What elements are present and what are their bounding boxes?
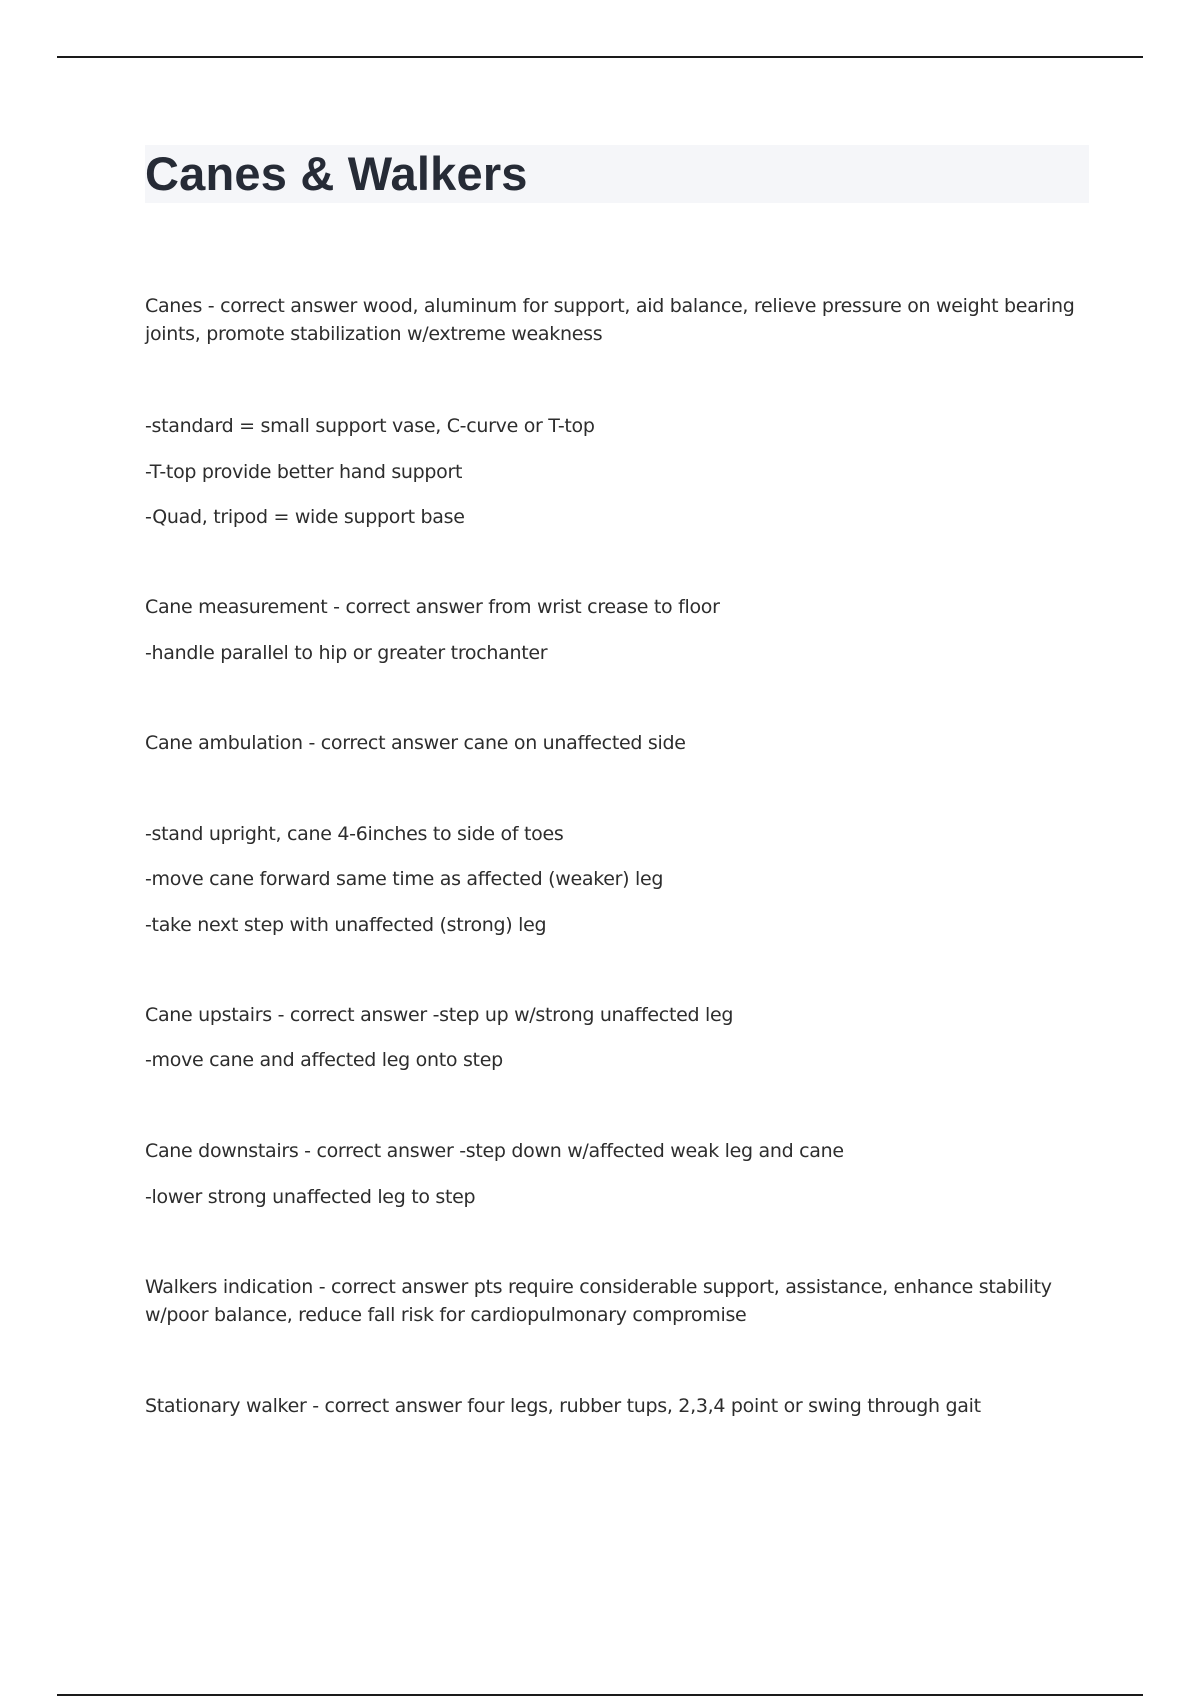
entry-canes: Canes - correct answer wood, aluminum for support, aid balance, relieve pressure on weight bearing joints, promote stabilization w/extreme weakness: [145, 295, 1075, 345]
page-title: Canes & Walkers: [145, 147, 528, 200]
entry-stationary-walker: Stationary walker - correct answer four legs, rubber tups, 2,3,4 point or swing through gait: [145, 1395, 981, 1417]
entry-walkers-indication: Walkers indication - correct answer pts require considerable support, assistance, enhance stability w/poor balance, reduce fall risk for cardiopulmonary compromise: [145, 1276, 1052, 1326]
entry-take-next-step: -take next step with unaffected (strong) leg: [145, 914, 547, 936]
bottom-rule: [57, 1694, 1143, 1696]
entry-lower-strong-leg: -lower strong unaffected leg to step: [145, 1186, 476, 1208]
entry-cane-downstairs: Cane downstairs - correct answer -step down w/affected weak leg and cane: [145, 1140, 844, 1162]
entry-cane-ambulation: Cane ambulation - correct answer cane on unaffected side: [145, 732, 686, 754]
entry-move-cane-affected: -move cane and affected leg onto step: [145, 1049, 503, 1071]
entry-cane-upstairs: Cane upstairs - correct answer -step up w/strong unaffected leg: [145, 1004, 734, 1026]
entry-quad-tripod: -Quad, tripod = wide support base: [145, 506, 465, 528]
entry-stand-upright: -stand upright, cane 4-6inches to side of toes: [145, 823, 564, 845]
entry-cane-measurement: Cane measurement - correct answer from wrist crease to floor: [145, 596, 720, 618]
entry-handle-parallel: -handle parallel to hip or greater trochanter: [145, 642, 548, 664]
entry-standard: -standard = small support vase, C-curve or T-top: [145, 415, 595, 437]
entry-move-cane-forward: -move cane forward same time as affected (weaker) leg: [145, 868, 664, 890]
entry-t-top: -T-top provide better hand support: [145, 461, 463, 483]
top-rule: [57, 56, 1143, 58]
